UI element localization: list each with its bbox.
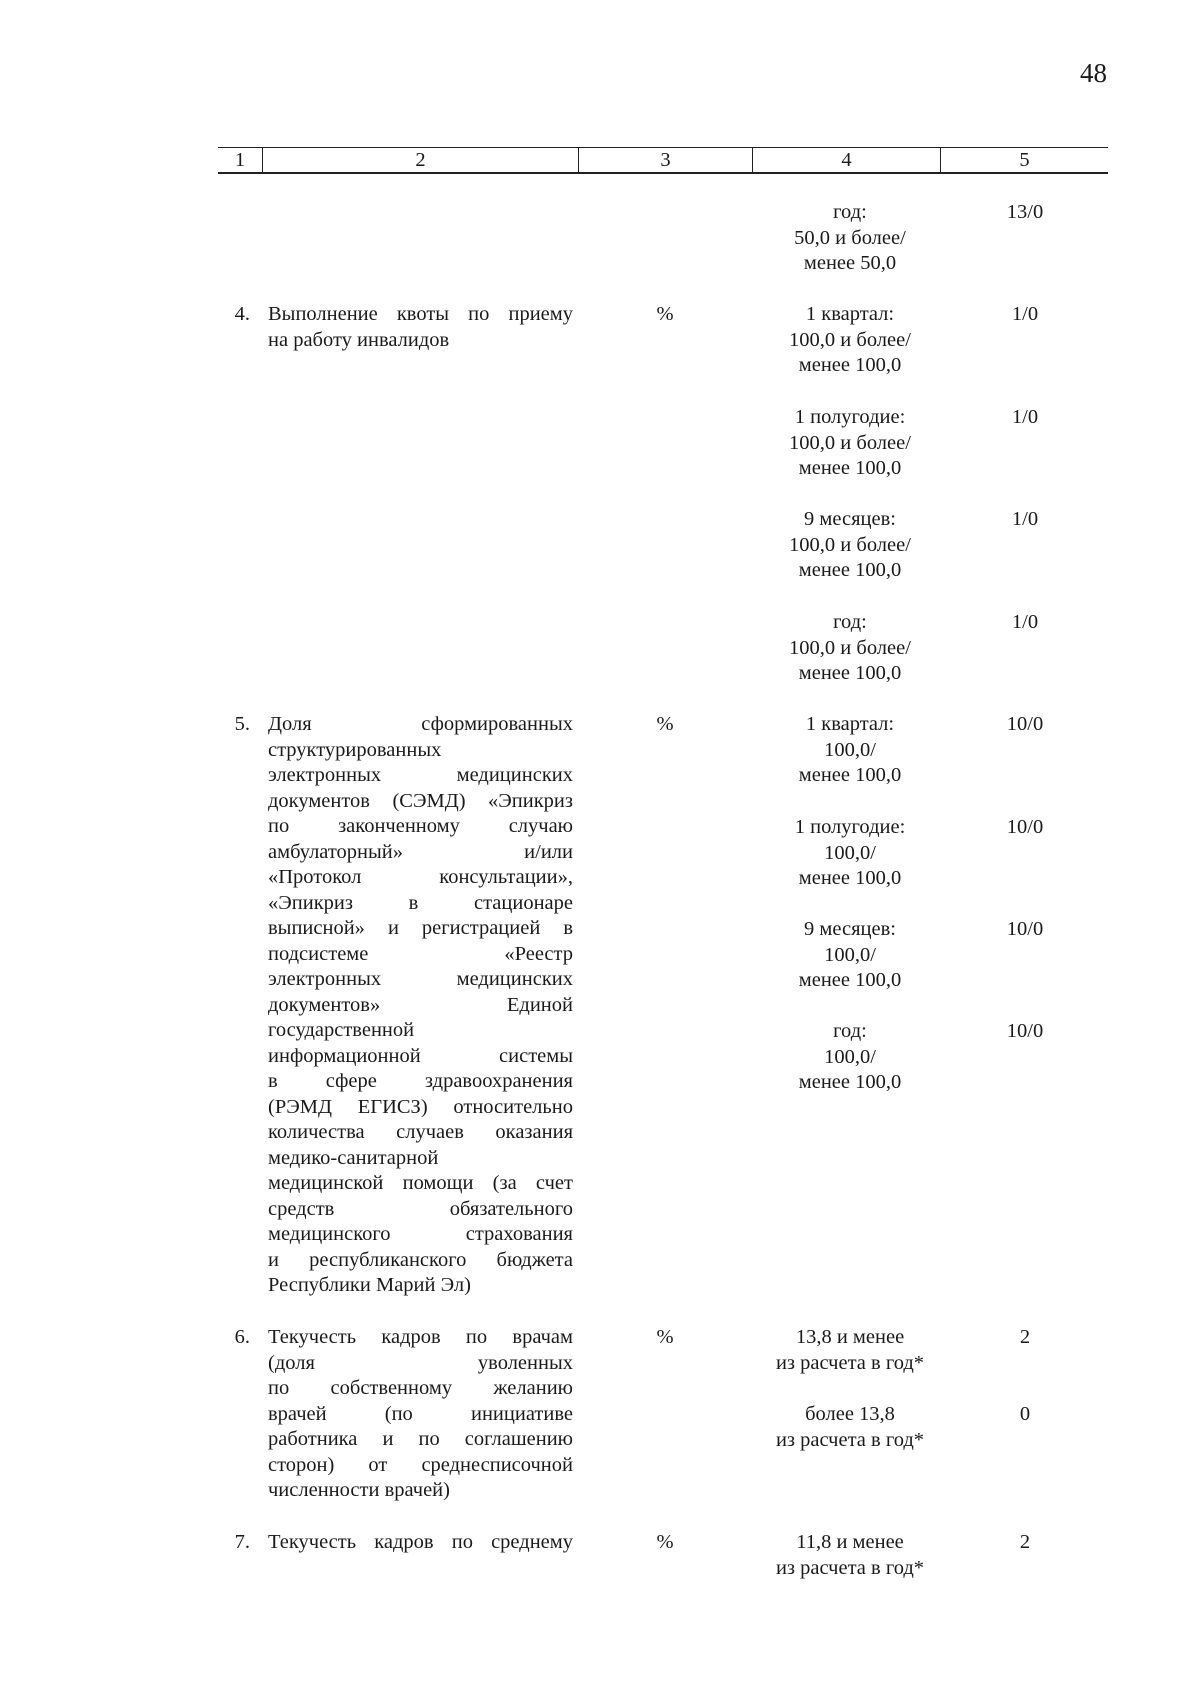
indicator-name-line: Выполнение квоты по приему [268,303,573,325]
criterion-line: 100,0 и более/ [789,636,911,659]
criterion-line: 1 полугодие: [794,406,906,428]
row-number: 4. [234,303,250,325]
criterion-line: менее 50,0 [803,252,897,274]
criterion-line: 100,0 и более/ [789,533,911,556]
row-unit: % [656,713,674,735]
indicator-name-line: медицинской помощи (за счет [268,1172,573,1194]
indicator-name-line: сторон) от среднесписочной [268,1453,573,1476]
indicator-name-line: подсистеме «Реестр [268,942,573,965]
row-unit: % [656,1531,674,1553]
row-number: 7. [234,1531,250,1553]
score: 2 [1019,1326,1031,1348]
score: 10/0 [1006,816,1044,838]
criterion [735,507,965,584]
criterion-line: менее 100,0 [798,764,902,786]
criterion-line: из расчета в год* [775,1556,925,1579]
header-col-3: 3 [660,149,671,171]
indicator-name-line: информационной системы [268,1044,573,1067]
indicator-name-line: по собственному желанию [268,1377,573,1399]
criterion [735,1530,965,1581]
header-col-5: 5 [1019,149,1030,171]
score: 0 [1019,1403,1031,1425]
indicator-name-line: (доля уволенных [268,1351,573,1374]
header-col-4: 4 [841,149,852,171]
indicator-name-line: по законченному случаю [268,815,573,837]
header-col-1: 1 [234,149,246,171]
score: 10/0 [1006,713,1044,735]
indicator-name-line: медицинского страхования [268,1223,573,1245]
criterion-line: 100,0/ [824,1045,876,1068]
criterion-line: менее 100,0 [798,1071,902,1093]
criterion [735,1325,965,1376]
score: 1/0 [1011,406,1039,428]
indicator-name-line: Текучесть кадров по среднему [268,1531,573,1553]
indicator-name-line: Доля сформированных [268,713,573,735]
criterion [735,815,965,892]
criterion-line: 100,0 и более/ [789,431,911,454]
score: 13/0 [1006,201,1044,223]
criterion-line: год: [833,1020,867,1042]
row-unit: % [656,1326,674,1348]
criterion-line: 100,0/ [824,841,876,864]
indicator-name-line: количества случаев оказания [268,1121,573,1143]
criterion-line: более 13,8 [805,1403,895,1425]
criterion [735,610,965,687]
criterion-line: 13,8 и менее [795,1326,905,1348]
indicator-name-line: документов (СЭМД) «Эпикриз [268,789,573,812]
indicator-name-line: (РЭМД ЕГИСЗ) относительно [268,1095,573,1118]
criterion-line: год: [833,201,867,223]
criterion [735,200,965,277]
score: 1/0 [1011,611,1039,633]
criterion-line: 1 квартал: [805,713,895,735]
criterion-line: менее 100,0 [798,354,902,376]
indicator-name-line: Текучесть кадров по врачам [268,1326,573,1348]
page-number: 48 [1080,58,1107,88]
criterion [735,302,965,379]
criterion-line: менее 100,0 [798,457,902,479]
criterion [735,712,965,789]
indicator-name-line: «Эпикриз в стационаре [268,891,573,914]
criterion-line: менее 100,0 [798,662,902,684]
indicator-name-line: численности врачей) [268,1479,450,1501]
indicator-name-line: Республики Марий Эл) [268,1274,471,1296]
criterion [735,917,965,994]
score: 10/0 [1006,1020,1044,1042]
indicator-name-line: амбулаторный» и/или [268,840,573,863]
indicator-name-line: документов» Единой [268,993,573,1016]
indicator-name-line: врачей (по инициативе [268,1402,573,1425]
criterion-line: менее 100,0 [798,559,902,581]
criterion-line: 11,8 и менее [796,1531,904,1553]
indicator-name-line: в сфере здравоохранения [268,1070,573,1092]
criterion-line: 1 полугодие: [794,816,906,838]
indicator-name-line: структурированных [268,738,442,761]
criterion-line: менее 100,0 [798,969,902,991]
header-col-2: 2 [415,149,426,171]
indicator-name-line: электронных медицинских [268,968,573,990]
indicator-name-line: «Протокол консультации», [268,866,573,888]
criterion [735,405,965,482]
criterion-line: 9 месяцев: [804,508,896,530]
indicator-name-line: средств обязательного [268,1197,573,1220]
indicator-name-line: государственной [268,1019,415,1041]
row-unit: % [656,303,674,325]
row-number: 5. [234,713,250,735]
criterion-line: из расчета в год* [775,1428,925,1451]
criterion-line: 100,0/ [824,943,876,966]
header-bottom-rule [218,172,1108,174]
criterion-line: 50,0 и более/ [794,226,906,249]
indicator-name-line: на работу инвалидов [268,328,450,351]
criterion-line: из расчета в год* [775,1351,925,1374]
score: 2 [1019,1531,1031,1553]
criterion-line: менее 100,0 [798,867,902,889]
criterion-line: год: [833,611,867,633]
indicator-name-line: электронных медицинских [268,764,573,786]
criterion-line: 100,0/ [824,738,876,761]
indicator-name-line: медико-санитарной [268,1146,439,1169]
score: 1/0 [1011,508,1039,530]
criterion-line: 100,0 и более/ [789,328,911,351]
criterion [735,1019,965,1096]
criterion [735,1402,965,1453]
indicator-name-line: выписной» и регистрацией в [268,917,573,939]
criterion-line: 9 месяцев: [804,918,896,940]
indicator-name-line: и республиканского бюджета [268,1248,573,1271]
score: 1/0 [1011,303,1039,325]
score: 10/0 [1006,918,1044,940]
row-number: 6. [234,1326,250,1348]
indicator-name-line: работника и по соглашению [268,1428,573,1450]
criterion-line: 1 квартал: [805,303,895,325]
